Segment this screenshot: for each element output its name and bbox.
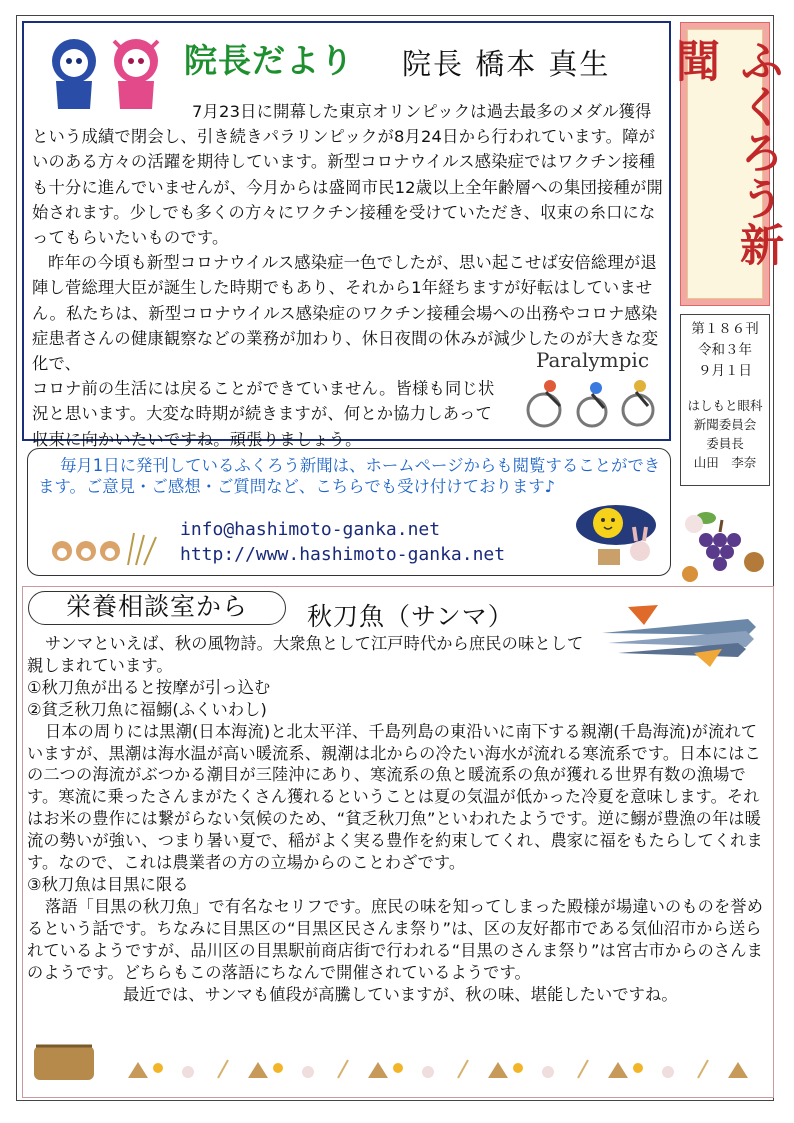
nutrition-point-3: ③秋刀魚は目黒に限る	[27, 874, 189, 894]
issue-chair-name: 山田 李奈	[693, 455, 757, 470]
moon-viewing-icon	[568, 497, 664, 571]
info-notice: 毎月1日に発刊しているふくろう新聞は、ホームページからも閲覧することができます。ご意見・ご感想・ご質問など、こちらでも受け付けております♪	[38, 456, 661, 496]
info-box	[27, 448, 671, 576]
nutrition-point-2: ②貧乏秋刀魚に福鰯(ふくいわし)	[27, 699, 267, 719]
director-paragraph-1: 7月23日に開幕した東京オリンピックは過去最多のメダル獲得という成績で閉会し、引き続きパラリンピックが8月24日から行われています。障がいのある方々の活躍を期待しています。新型コロナウイルス感染症ではワクチン接種も十分に進んでいませんが、今月からは盛岡市民12歳以上全年齢層への集団接種が開始されます。少しでも多くの方々にワクチン接種を受けていただき、収束の糸口になってもらいたいものです。	[32, 102, 663, 248]
director-column	[22, 21, 671, 449]
rabbits-icon	[48, 529, 166, 567]
director-heading: 院長だより	[184, 41, 354, 80]
grapes-animals-icon	[676, 500, 772, 590]
issue-info	[680, 314, 770, 486]
paralympic-illustration	[516, 348, 666, 433]
nutrition-intro: サンマといえば、秋の風物詩。大衆魚として江戸時代から庶民の味として親しまれています。	[27, 634, 584, 675]
nutrition-title: 秋刀魚（サンマ）	[307, 602, 514, 631]
issue-date: ９月１日	[698, 363, 752, 379]
masthead	[668, 22, 783, 306]
masthead-panel	[668, 29, 783, 299]
paralympic-word: Paralympic	[536, 348, 650, 372]
issue-number: 第１８６刊	[691, 321, 759, 337]
contact-block	[180, 517, 505, 567]
newsletter-title: ふくろう新聞	[668, 38, 783, 268]
email-link[interactable]: info@hashimoto-ganka.net	[180, 519, 441, 540]
issue-publisher: はしもと眼科	[687, 398, 763, 413]
website-link[interactable]: http://www.hashimoto-ganka.net	[180, 544, 506, 565]
director-author: 院長 橋本 真生	[402, 47, 611, 81]
director-paragraph-3: コロナ前の生活には戻ることができていません。皆様も同じ状況と思います。大変な時期が続きますが、何とか協力しあって収束に向かいたいですね。頑張りましょう。	[32, 379, 495, 449]
nutrition-closing: 最近では、サンマも値段が高騰していますが、秋の味、堪能したいですね。	[123, 984, 678, 1004]
nutrition-point-1: ①秋刀魚が出ると按摩が引っ込む	[27, 677, 271, 697]
nutrition-body	[27, 633, 771, 1005]
director-paragraph-2: 昨年の今頃も新型コロナウイルス感染症一色でしたが、思い起こせば安倍総理が退陣し菅総理大臣が誕生した時期でもあり、それから1年経ちますが好転はしていません。私たちは、新型コロナウイルス感染症のワクチン接種会場への出務やコロナ感染症患者さんの健康観察などの業務が加わり、休日夜間の休みが減少したのが大きな変化で、	[32, 253, 659, 374]
issue-era-date: 令和３年	[698, 342, 752, 358]
nutrition-paragraph-2: 日本の周りには黒潮(日本海流)と北太平洋、千島列島の東沿いに南下する親潮(千島海流)が流れていますが、黒潮は海水温が高い暖流系、親潮は北からの冷たい海水が流れる寒流系です。日本にはこの二つの海流がぶつかる潮目が三陸沖にあり、寒流系の魚と暖流系の魚が獲れる世界有数の漁場です。寒流に乗ったさんまがたくさん獲れるということは夏の気温が低かった冷夏を意味します。それはお米の豊作には繋がらない気候のため、“貧乏秋刀魚”といわれたようです。逆に鰯が豊漁の年は暖流の勢いが強い、つまり暑い夏で、稲がよく実る豊作を約束してくれ、農家に福をもたらしてくれます。なので、これは農業者の方の立場からのことわざです。	[27, 721, 763, 873]
issue-committee: 新聞委員会	[693, 417, 757, 432]
issue-chair-title: 委員長	[706, 436, 744, 451]
nutrition-section	[22, 586, 774, 1098]
nutrition-section-label: 栄養相談室から	[28, 591, 286, 625]
nutrition-paragraph-3: 落語「目黒の秋刀魚」で有名なセリフです。庶民の味を知ってしまった殿様が場違いのものを誉めるという話です。ちなみに目黒区の“目黒区民さんま祭り”は、区の友好都市である気仙沼市から送られているようですが、品川区の目黒駅前商店街で行われる“目黒のさんま祭り”は宮古市からのさんまのようです。どちらもこの落語にちなんで開催されているようです。	[27, 896, 764, 982]
autumn-border-icon	[28, 1032, 768, 1092]
